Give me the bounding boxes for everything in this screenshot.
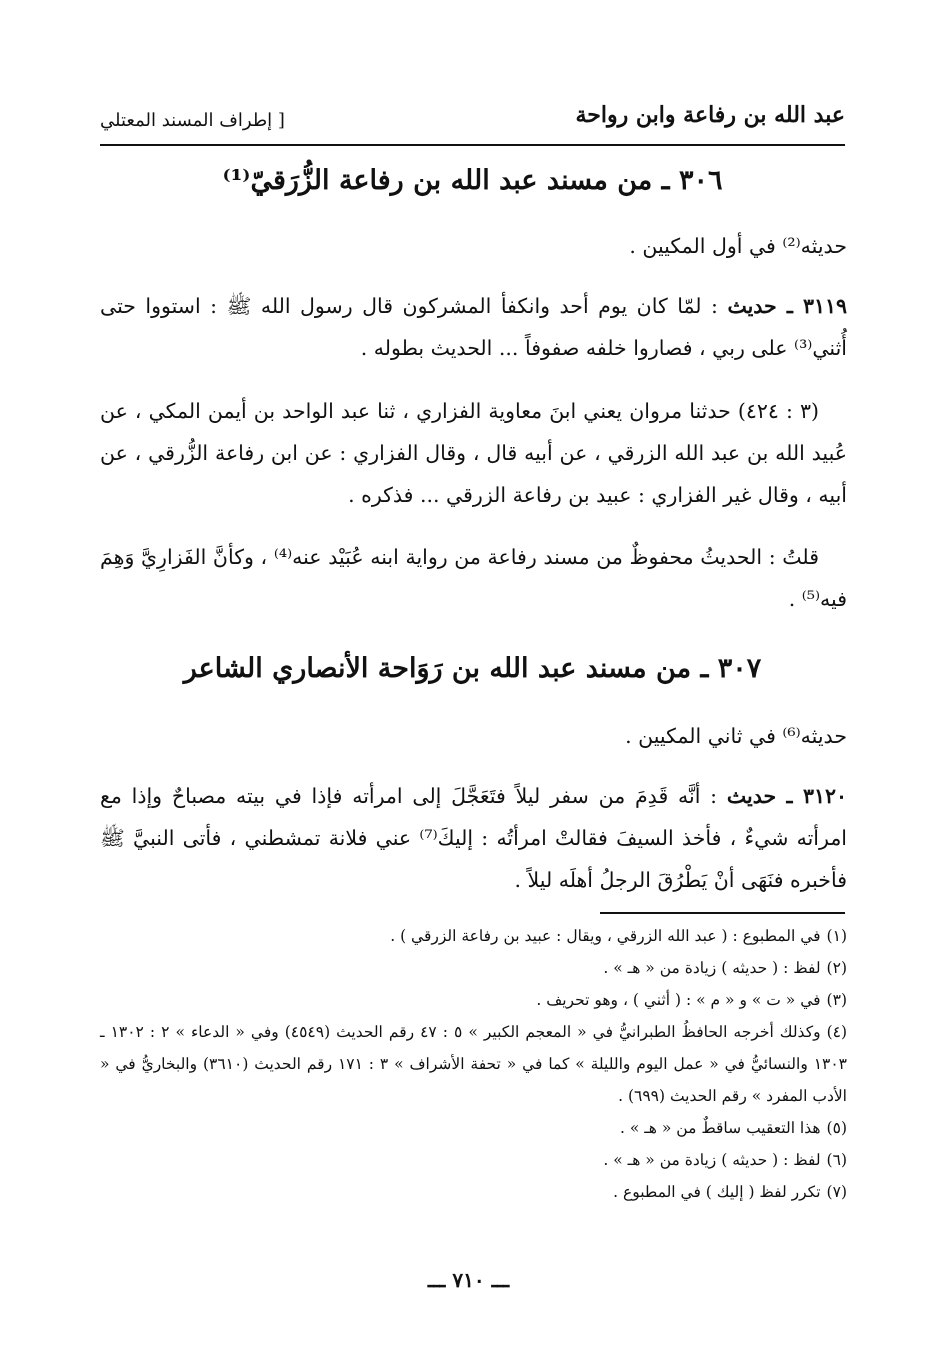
footnotes	[100, 920, 847, 1208]
hadith-3119-comment: قلتُ : الحديثُ محفوظٌ من مسند رفاعة من رواية ابنه عُبَيْد عنه⁽⁴⁾ ، وكأنَّ الفَزارِيَّ وَهِمَ فيه⁽⁵⁾ .	[100, 545, 847, 611]
footnote-3: (٣)في « ت » و « م » : ( أثني ) ، وهو تحريف .	[536, 991, 847, 1009]
running-title: عبد الله بن رفاعة وابن رواحة	[575, 102, 845, 128]
hadith-3119	[100, 285, 847, 369]
section-307-intro: حديثه⁽⁶⁾ في ثاني المكيين .	[625, 724, 847, 748]
hadith-3120-text: : أنَّه قَدِمَ من سفر ليلاً فتَعَجَّلَ إلى امرأته فإذا في بيته مصباحٌ وإذا مع امرأته شيءٌ ، فأخذ السيفَ فقالتْ امرأتُه : إليكَ⁽⁷⁾ عني فلانة تمشطني ، فأتى النبيَّ ﷺ فأخبره فنَهَى أنْ يَطْرُقَ الرجلُ أهلَه ليلاً .	[100, 784, 847, 892]
hadith-3120	[100, 775, 847, 901]
hadith-3119-isnad: (٣ : ٤٢٤) حدثنا مروان يعني ابنَ معاوية الفزاري ، ثنا عبد الواحد بن أيمن المكي ، عن عُبيد الله بن عبد الله الزرقي ، عن أبيه قال ، وقال الفزاري : عن ابن رفاعة الزُّرقي ، عن أبيه ، وقال غير الفزاري : عبيد بن رفاعة الزرقي ... فذكره .	[100, 399, 847, 507]
footnote-5: (٥)هذا التعقيب ساقطٌ من « هـ » .	[619, 1119, 847, 1137]
footnote-rule	[600, 912, 845, 914]
footnote-4: (٤)وكذلك أخرجه الحافظُ الطبرانيُّ في « المعجم الكبير » ٥ : ٤٧ رقم الحديث (٤٥٤٩) وفي « الدعاء » ٢ : ١٣٠٢ ـ ١٣٠٣ والنسائيُّ في « عمل اليوم والليلة » كما في « تحفة الأشراف » ٣ : ١٧١ رقم الحديث (٣٦١٠) والبخاريُّ في « الأدب المفرد » رقم الحديث (٦٩٩) .	[100, 1023, 848, 1105]
hadith-3119-number: ٣١١٩ ـ حديث	[727, 294, 847, 318]
book-title: [ إطراف المسند المعتلي	[100, 110, 285, 131]
hadith-3120-number: ٣١٢٠ ـ حديث	[726, 784, 847, 808]
footnote-2: (٢)لفظ : ( حديثه ) زيادة من « هـ » .	[603, 959, 847, 977]
page-header	[100, 98, 845, 146]
footnote-6: (٦)لفظ : ( حديثه ) زيادة من « هـ » .	[603, 1151, 847, 1169]
footnote-1: (١)في المطبوع : ( عبد الله الزرقي ، ويقال : عبيد بن رفاعة الزرقي ) .	[390, 927, 847, 945]
hadith-3119-text: : لمّا كان يوم أحد وانكفأ المشركون قال رسول الله ﷺ : استووا حتى أُثني⁽³⁾ على ربي ، فصاروا خلفه صفوفاً ... الحديث بطوله .	[100, 294, 847, 360]
section-306-intro: حديثه⁽²⁾ في أول المكيين .	[629, 234, 847, 258]
section-306-title: ٣٠٦ ـ من مسند عبد الله بن رفاعة الزُّرَقيّ⁽¹⁾	[222, 165, 723, 196]
footnote-7: (٧)تكرر لفظ ( إليك ) في المطبوع .	[613, 1183, 847, 1201]
page-number: ـــ ٧١٠ ـــ	[427, 1268, 510, 1292]
header-rule	[100, 144, 845, 146]
section-307-title: ٣٠٧ ـ من مسند عبد الله بن رَوَاحة الأنصاري الشاعر	[183, 653, 762, 684]
